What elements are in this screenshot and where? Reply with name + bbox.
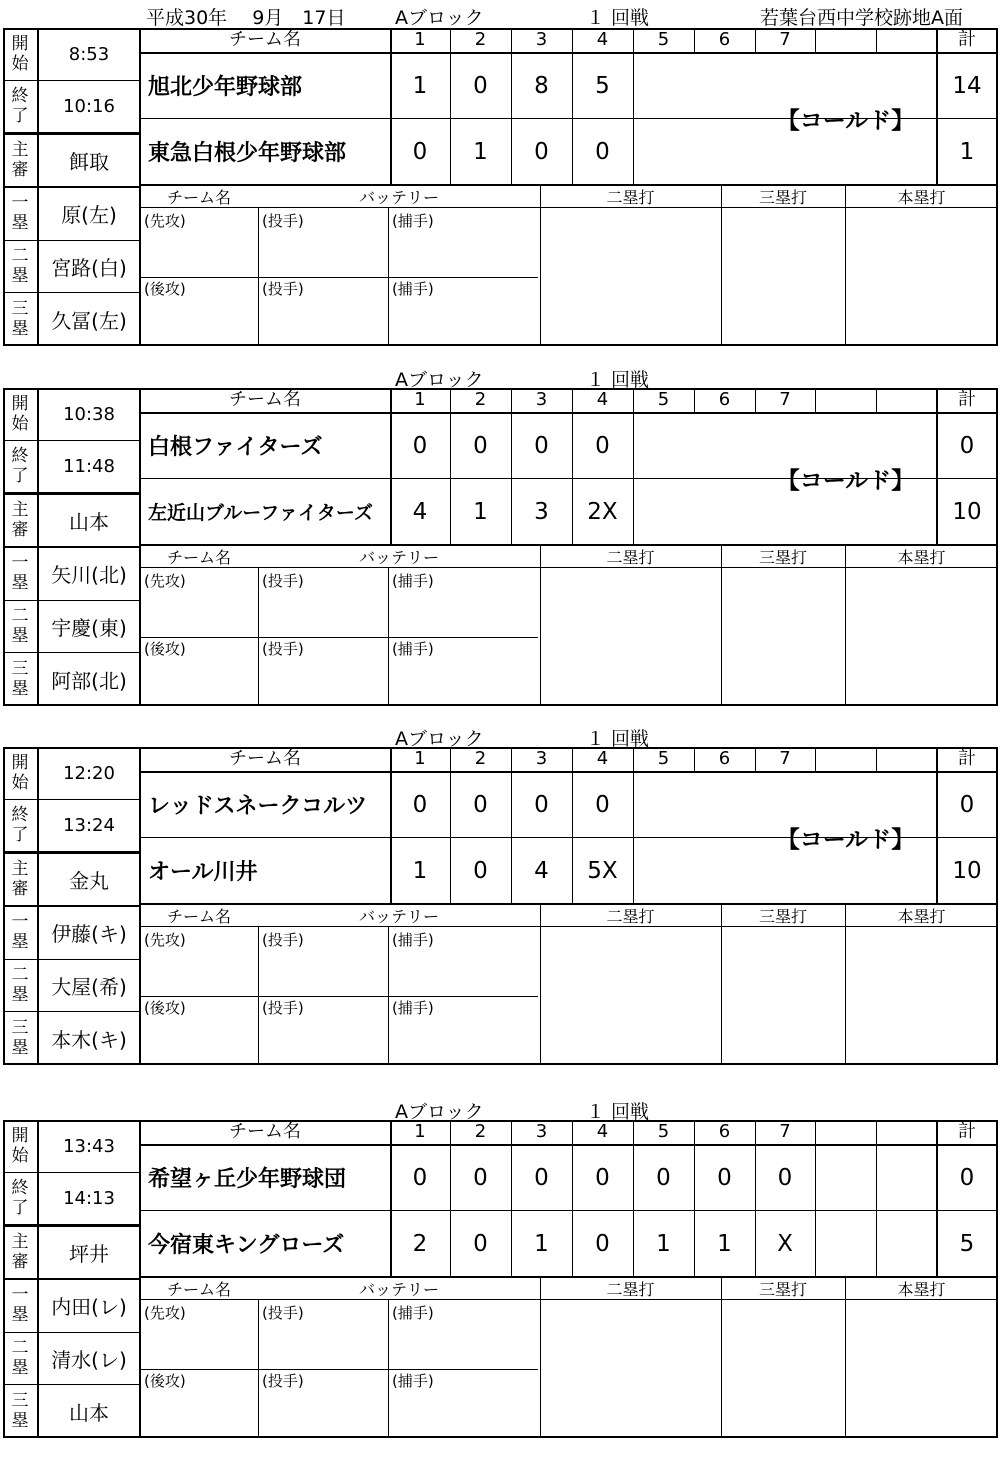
label-char: 二 xyxy=(11,1338,29,1358)
label-char: 開 xyxy=(11,394,29,414)
inning-score: 0 xyxy=(717,1164,732,1191)
end-time: 10:16 xyxy=(63,95,115,117)
inning-score: 0 xyxy=(473,1230,488,1257)
inning-score: 5X xyxy=(587,857,618,884)
detail-col-line xyxy=(388,926,389,1065)
detail-col-line xyxy=(845,905,846,1065)
total-header: 計 xyxy=(958,1121,976,1142)
homeruns-header: 本塁打 xyxy=(897,1280,946,1299)
inning-header xyxy=(876,747,936,771)
label-third xyxy=(3,652,37,706)
start-time: 13:43 xyxy=(63,1135,115,1157)
inning-header: 5 xyxy=(657,1121,670,1142)
label-char: 主 xyxy=(11,859,29,879)
label-char: 開 xyxy=(11,753,29,773)
pitcher-label: (投手) xyxy=(262,931,304,949)
label-umpire xyxy=(3,494,37,546)
label-char: 終 xyxy=(11,86,29,106)
first-bat-label: (先攻) xyxy=(144,1304,186,1322)
label-char: 二 xyxy=(11,965,29,985)
inning-header: 6 xyxy=(718,1121,731,1142)
inning-header: 1 xyxy=(414,1121,426,1142)
detail-col-line xyxy=(258,926,259,1065)
inning-header xyxy=(876,388,936,412)
game-round: １ 回戦 xyxy=(586,369,650,391)
detail-col-line xyxy=(540,546,541,706)
called-game-note: 【コールド】 xyxy=(776,468,915,494)
inning-score: 2 xyxy=(412,1230,428,1257)
header-round: １ 回戦 xyxy=(586,7,650,29)
detail-mid-rule xyxy=(140,996,538,997)
catcher-label: (捕手) xyxy=(392,999,434,1017)
first-base-umpire: 原(左) xyxy=(61,202,117,227)
inning-score: 0 xyxy=(473,857,488,884)
label-char: 始 xyxy=(11,773,29,793)
team-total: 10 xyxy=(952,857,982,884)
catcher-label: (捕手) xyxy=(392,1304,434,1322)
battery-header: バッテリー xyxy=(358,188,439,207)
inning-score xyxy=(815,1145,876,1210)
umpire-name: 金丸 xyxy=(69,868,109,893)
inning-header: 1 xyxy=(414,29,426,50)
team-total: 0 xyxy=(959,791,975,818)
detail-header-rule xyxy=(140,926,998,927)
inning-header xyxy=(815,747,876,771)
inning-header: 3 xyxy=(535,29,548,50)
team-name: 白根ファイターズ xyxy=(148,435,323,460)
umpire-name: 餌取 xyxy=(69,149,109,174)
label-second xyxy=(3,959,37,1011)
inning-score: 3 xyxy=(534,498,549,525)
label-char: 塁 xyxy=(11,266,29,286)
pitcher-label: (投手) xyxy=(262,572,304,590)
label-char: 審 xyxy=(11,160,29,180)
detail-col-line xyxy=(845,186,846,346)
label-first xyxy=(3,186,37,240)
detail-mid-rule xyxy=(140,1369,538,1370)
page-header xyxy=(0,3,1000,27)
team-total: 0 xyxy=(959,432,975,459)
inning-score: 1 xyxy=(473,138,488,165)
triples-header: 三塁打 xyxy=(758,1280,807,1299)
inning-score: 0 xyxy=(534,432,549,459)
first-base-umpire: 矢川(北) xyxy=(51,562,127,587)
detail-col-line xyxy=(388,567,389,706)
start-time: 10:38 xyxy=(63,403,115,425)
triples-header: 三塁打 xyxy=(758,548,807,567)
detail-header-rule xyxy=(140,1299,998,1300)
inning-score: 0 xyxy=(595,432,610,459)
team-total: 1 xyxy=(959,138,975,165)
label-char: 三 xyxy=(11,1391,29,1411)
game-block: Aブロック xyxy=(395,728,484,750)
doubles-header: 二塁打 xyxy=(606,1280,655,1299)
detail-mid-rule xyxy=(140,637,538,638)
game-heading xyxy=(0,724,1000,750)
second-bat-label: (後攻) xyxy=(144,640,186,658)
first-bat-label: (先攻) xyxy=(144,212,186,230)
second-base-umpire: 宇慶(東) xyxy=(51,615,127,640)
label-char: 塁 xyxy=(11,1305,29,1325)
label-char: 二 xyxy=(11,606,29,626)
total-header: 計 xyxy=(958,29,976,50)
inning-header: 7 xyxy=(779,29,791,50)
team-total: 5 xyxy=(959,1230,975,1257)
label-char: 塁 xyxy=(11,679,29,699)
label-first xyxy=(3,546,37,600)
battery-header: バッテリー xyxy=(358,1280,439,1299)
doubles-header: 二塁打 xyxy=(606,188,655,207)
team-name-header: チーム名 xyxy=(229,389,301,410)
detail-team-header: チーム名 xyxy=(166,907,231,926)
start-time: 12:20 xyxy=(63,762,115,784)
inning-header: 3 xyxy=(535,748,548,769)
label-first xyxy=(3,1278,37,1332)
inning-score: 0 xyxy=(534,138,549,165)
label-start xyxy=(3,747,37,799)
inning-score: 1 xyxy=(717,1230,732,1257)
inning-header: 2 xyxy=(474,29,487,50)
total-header: 計 xyxy=(958,389,976,410)
detail-col-line xyxy=(258,567,259,706)
game-heading xyxy=(0,1097,1000,1123)
team-name: 今宿東キングローズ xyxy=(148,1233,345,1258)
inning-header: 4 xyxy=(596,748,609,769)
third-base-umpire: 阿部(北) xyxy=(51,668,127,693)
team-name-header: チーム名 xyxy=(229,29,301,50)
detail-col-line xyxy=(258,207,259,346)
inning-score: 0 xyxy=(534,1164,549,1191)
inning-score xyxy=(876,1145,936,1210)
label-char: 審 xyxy=(11,879,29,899)
pitcher-label: (投手) xyxy=(262,280,304,298)
detail-col-line xyxy=(845,546,846,706)
label-char: 塁 xyxy=(11,213,29,233)
inning-header: 6 xyxy=(718,29,731,50)
label-second xyxy=(3,1332,37,1384)
label-char: 主 xyxy=(11,140,29,160)
venue: 若葉台西中学校跡地A面 xyxy=(760,7,963,29)
game-sheet xyxy=(0,28,1000,373)
label-start xyxy=(3,1120,37,1172)
inning-header: 6 xyxy=(718,748,731,769)
inning-header: 7 xyxy=(779,1121,791,1142)
inning-score: 5 xyxy=(595,72,610,99)
inning-score: 1 xyxy=(534,1230,549,1257)
label-third xyxy=(3,292,37,346)
catcher-label: (捕手) xyxy=(392,931,434,949)
label-second xyxy=(3,240,37,292)
inning-header xyxy=(815,28,876,52)
label-char: 了 xyxy=(11,825,29,845)
inning-score: 0 xyxy=(412,432,428,459)
pitcher-label: (投手) xyxy=(262,1304,304,1322)
team-name: 旭北少年野球部 xyxy=(148,75,303,100)
label-char: 開 xyxy=(11,1126,29,1146)
inning-header: 2 xyxy=(474,748,487,769)
second-base-umpire: 大屋(希) xyxy=(51,974,127,999)
game-round: １ 回戦 xyxy=(586,728,650,750)
first-base-umpire: 内田(レ) xyxy=(51,1294,127,1319)
inning-score: 0 xyxy=(473,432,488,459)
label-end xyxy=(3,1172,37,1224)
inning-header: 1 xyxy=(414,389,426,410)
inning-score: 4 xyxy=(534,857,549,884)
detail-header-rule xyxy=(140,207,998,208)
inning-score: 0 xyxy=(656,1164,671,1191)
pitcher-label: (投手) xyxy=(262,212,304,230)
label-char: 審 xyxy=(11,520,29,540)
inning-header: 4 xyxy=(596,29,609,50)
umpire-name: 山本 xyxy=(69,509,109,534)
team-total: 10 xyxy=(952,498,982,525)
inning-score: 0 xyxy=(595,1230,610,1257)
label-char: 三 xyxy=(11,1018,29,1038)
label-first xyxy=(3,905,37,959)
label-end xyxy=(3,80,37,132)
inning-score: 0 xyxy=(595,138,610,165)
doubles-header: 二塁打 xyxy=(606,907,655,926)
label-char: 二 xyxy=(11,246,29,266)
detail-col-line xyxy=(388,207,389,346)
inning-score: 8 xyxy=(534,72,549,99)
team-total: 0 xyxy=(959,1164,975,1191)
label-umpire xyxy=(3,134,37,186)
label-char: 塁 xyxy=(11,1411,29,1431)
game-sheet xyxy=(0,369,1000,733)
second-bat-label: (後攻) xyxy=(144,1372,186,1390)
label-char: 終 xyxy=(11,1178,29,1198)
end-time: 13:24 xyxy=(63,814,115,836)
game-block: Aブロック xyxy=(395,369,484,391)
battery-header: バッテリー xyxy=(358,548,439,567)
game-date: 平成30年 9月 17日 xyxy=(146,7,346,29)
inning-score: 2X xyxy=(587,498,618,525)
detail-col-line xyxy=(540,186,541,346)
team-name: 希望ヶ丘少年野球団 xyxy=(148,1167,347,1192)
label-char: 一 xyxy=(11,1285,29,1305)
triples-header: 三塁打 xyxy=(758,188,807,207)
label-char: 始 xyxy=(11,1146,29,1166)
game-block: Aブロック xyxy=(395,1101,484,1123)
label-start xyxy=(3,388,37,440)
game-sheet xyxy=(0,728,1000,1092)
detail-col-line xyxy=(721,186,722,346)
detail-col-line xyxy=(540,1278,541,1438)
label-char: 終 xyxy=(11,446,29,466)
catcher-label: (捕手) xyxy=(392,212,434,230)
inning-score: 0 xyxy=(777,1164,793,1191)
team-name-header: チーム名 xyxy=(229,1121,301,1142)
inning-score: 0 xyxy=(473,1164,488,1191)
header-block: Aブロック xyxy=(395,7,484,29)
inning-score: 1 xyxy=(473,498,488,525)
catcher-label: (捕手) xyxy=(392,572,434,590)
label-char: 主 xyxy=(11,500,29,520)
detail-col-line xyxy=(721,546,722,706)
label-char: 一 xyxy=(11,193,29,213)
label-char: 審 xyxy=(11,1252,29,1272)
catcher-label: (捕手) xyxy=(392,1372,434,1390)
inning-score xyxy=(815,1211,876,1276)
label-char: 終 xyxy=(11,805,29,825)
label-char: 了 xyxy=(11,106,29,126)
inning-header: 2 xyxy=(474,1121,487,1142)
label-char: 塁 xyxy=(11,626,29,646)
inning-score: 0 xyxy=(412,138,428,165)
inning-score: 0 xyxy=(534,791,549,818)
total-header: 計 xyxy=(958,748,976,769)
second-base-umpire: 清水(レ) xyxy=(51,1347,127,1372)
team-total: 14 xyxy=(952,72,982,99)
start-time: 8:53 xyxy=(68,43,110,65)
label-char: 一 xyxy=(11,553,29,573)
inning-header: 4 xyxy=(596,389,609,410)
inning-header: 6 xyxy=(718,389,731,410)
team-name-header: チーム名 xyxy=(229,748,301,769)
label-second xyxy=(3,600,37,652)
inning-score: 0 xyxy=(473,791,488,818)
detail-col-line xyxy=(388,1299,389,1438)
pitcher-label: (投手) xyxy=(262,1372,304,1390)
inning-score: 0 xyxy=(412,1164,428,1191)
inning-header: 4 xyxy=(596,1121,609,1142)
third-base-umpire: 本木(キ) xyxy=(51,1027,127,1052)
umpire-name: 坪井 xyxy=(69,1241,109,1266)
inning-score: 1 xyxy=(412,72,428,99)
label-umpire xyxy=(3,853,37,905)
detail-col-line xyxy=(721,1278,722,1438)
inning-score: 0 xyxy=(595,791,610,818)
team-name: 左近山ブルーファイターズ xyxy=(148,502,373,524)
label-char: 了 xyxy=(11,1198,29,1218)
catcher-label: (捕手) xyxy=(392,280,434,298)
homeruns-header: 本塁打 xyxy=(897,907,946,926)
label-end xyxy=(3,799,37,851)
inning-header: 1 xyxy=(414,748,426,769)
detail-col-line xyxy=(721,905,722,1065)
inning-header: 3 xyxy=(535,389,548,410)
inning-score: 1 xyxy=(656,1230,671,1257)
inning-header: 7 xyxy=(779,389,791,410)
called-game-note: 【コールド】 xyxy=(776,827,915,853)
label-char: 塁 xyxy=(11,1038,29,1058)
detail-col-line xyxy=(258,1299,259,1438)
inning-score: 0 xyxy=(595,1164,610,1191)
label-char: 塁 xyxy=(11,573,29,593)
inning-score: X xyxy=(777,1230,793,1257)
team-name: オール川井 xyxy=(148,860,258,885)
team-name: 東急白根少年野球部 xyxy=(148,141,347,166)
first-base-umpire: 伊藤(キ) xyxy=(51,921,127,946)
detail-col-line xyxy=(540,905,541,1065)
battery-header: バッテリー xyxy=(358,907,439,926)
second-base-umpire: 宮路(白) xyxy=(51,255,127,280)
label-char: 始 xyxy=(11,54,29,74)
inning-score: 0 xyxy=(412,791,428,818)
homeruns-header: 本塁打 xyxy=(897,548,946,567)
inning-header: 3 xyxy=(535,1121,548,1142)
inning-header xyxy=(815,1120,876,1144)
third-base-umpire: 久冨(左) xyxy=(51,308,127,333)
inning-header xyxy=(876,28,936,52)
detail-mid-rule xyxy=(140,277,538,278)
label-start xyxy=(3,28,37,80)
detail-team-header: チーム名 xyxy=(166,548,231,567)
pitcher-label: (投手) xyxy=(262,999,304,1017)
second-bat-label: (後攻) xyxy=(144,999,186,1017)
detail-team-header: チーム名 xyxy=(166,188,231,207)
doubles-header: 二塁打 xyxy=(606,548,655,567)
detail-col-line xyxy=(845,1278,846,1438)
inning-header xyxy=(815,388,876,412)
detail-header-rule xyxy=(140,567,998,568)
game-round: １ 回戦 xyxy=(586,1101,650,1123)
label-third xyxy=(3,1011,37,1065)
label-char: 塁 xyxy=(11,319,29,339)
inning-header: 2 xyxy=(474,389,487,410)
game-sheet xyxy=(0,1101,1000,1465)
inning-header xyxy=(876,1120,936,1144)
label-char: 塁 xyxy=(11,985,29,1005)
inning-header: 5 xyxy=(657,389,670,410)
label-char: 主 xyxy=(11,1232,29,1252)
label-char: 開 xyxy=(11,34,29,54)
first-bat-label: (先攻) xyxy=(144,931,186,949)
third-base-umpire: 山本 xyxy=(69,1400,109,1425)
catcher-label: (捕手) xyxy=(392,640,434,658)
second-bat-label: (後攻) xyxy=(144,280,186,298)
label-char: 塁 xyxy=(11,932,29,952)
label-third xyxy=(3,1384,37,1438)
called-game-note: 【コールド】 xyxy=(776,108,915,134)
label-char: 了 xyxy=(11,466,29,486)
label-char: 一 xyxy=(11,912,29,932)
inning-score: 1 xyxy=(412,857,428,884)
pitcher-label: (投手) xyxy=(262,640,304,658)
homeruns-header: 本塁打 xyxy=(897,188,946,207)
label-char: 始 xyxy=(11,414,29,434)
game-heading xyxy=(0,365,1000,391)
end-time: 11:48 xyxy=(63,455,115,477)
inning-score: 4 xyxy=(412,498,428,525)
label-umpire xyxy=(3,1226,37,1278)
inning-header: 5 xyxy=(657,29,670,50)
triples-header: 三塁打 xyxy=(758,907,807,926)
inning-score: 0 xyxy=(473,72,488,99)
label-char: 三 xyxy=(11,659,29,679)
label-end xyxy=(3,440,37,492)
inning-score xyxy=(876,1211,936,1276)
detail-team-header: チーム名 xyxy=(166,1280,231,1299)
inning-header: 5 xyxy=(657,748,670,769)
label-char: 塁 xyxy=(11,1358,29,1378)
label-char: 三 xyxy=(11,299,29,319)
first-bat-label: (先攻) xyxy=(144,572,186,590)
end-time: 14:13 xyxy=(63,1187,115,1209)
team-name: レッドスネークコルツ xyxy=(148,794,368,819)
inning-header: 7 xyxy=(779,748,791,769)
